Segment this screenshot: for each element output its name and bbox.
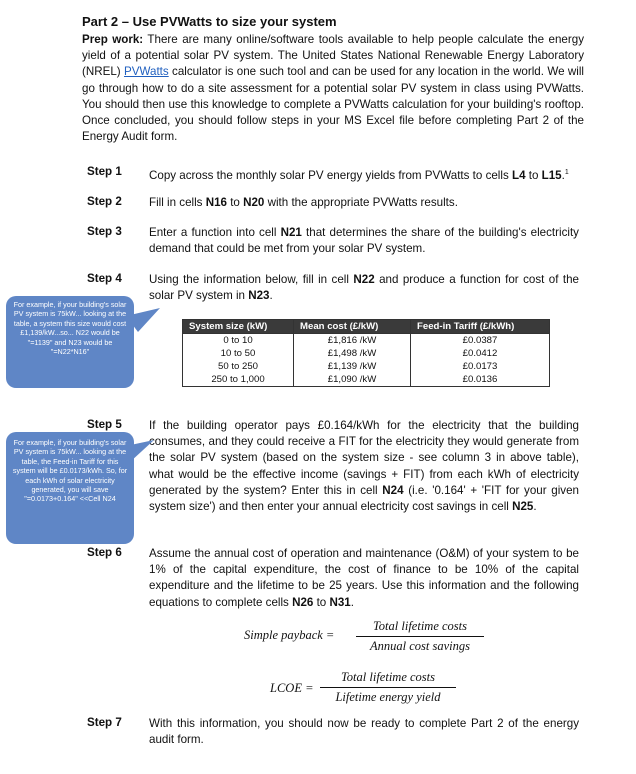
step-3-label: Step 3	[87, 225, 122, 238]
prep-paragraph	[82, 32, 584, 145]
table-row: 0 to 10 £1,816 /kW £0.0387	[183, 334, 550, 348]
prep-text-1: There are many online/software tools available to help people calculate the energy yield of a potential solar PV system. The United States National Renewable Energy Laboratory (NREL)	[82, 33, 584, 79]
step-5-label: Step 5	[87, 418, 122, 431]
step-7-label: Step 7	[87, 716, 122, 729]
step-3-text: Enter a function into cell N21 that determines the share of the building's electricity demand that could be met from your solar PV system.	[149, 226, 579, 256]
lcoe-fraction	[320, 670, 456, 705]
table-header: Feed-in Tariff (£/kWh)	[411, 320, 550, 334]
step-1-label: Step 1	[87, 165, 122, 178]
table-row: 50 to 250 £1,139 /kW £0.0173	[183, 360, 550, 373]
lcoe-denominator: Lifetime energy yield	[335, 690, 441, 704]
step-5-text: If the building operator pays £0.164/kWh for the electricity that the building consumes, and they could receive a FIT for the electricity they would generate from the solar PV system (based on the system size - see column 3 in above table), what would be the effective income (savings + FIT) from each kWh of electricity generated by the system? Enter this in cell N24 (i.e. '0.164' + 'FIT for your given system size') and then enter your annual electricity cost savings in cell N25.	[149, 419, 580, 514]
payback-numerator: Total lifetime costs	[356, 619, 484, 637]
step-4-label: Step 4	[87, 272, 122, 285]
lcoe-lhs: LCOE =	[270, 681, 314, 695]
table-header: System size (kW)	[183, 320, 294, 334]
cost-tariff-table	[182, 319, 550, 387]
table-row: 10 to 50 £1,498 /kW £0.0412	[183, 347, 550, 360]
step-7-text: With this information, you should now be ready to complete Part 2 of the energy audit form.	[149, 717, 579, 747]
table-row: 250 to 1,000 £1,090 /kW £0.0136	[183, 373, 550, 387]
payback-fraction	[356, 619, 484, 654]
step-5-tip-bubble: For example, if your building's solar PV system is 75kW... looking at the table, the Feed-in Tariff for this system will be £0.0173/kWh. So, for each kWh of solar electricity generated, you will save "=0.0173+0.164" <<Cell N24	[6, 432, 134, 544]
step-1-text: Copy across the monthly solar PV energy yields from PVWatts to cells L4 to L15.$^1$	[149, 168, 569, 182]
prep-text-2: calculator is one such tool and can be used for any location in the world. We will go through how to do a site assessment for a potential solar PV system in class using PVWatts. You should then use this knowledge to complete a PVWatts calculation for your building's rooftop. Once concluded, you should follow steps in your MS Excel file before completing Part 2 of the Energy Audit form.	[82, 65, 584, 144]
pvwatts-link[interactable]: PVWatts	[124, 65, 169, 79]
step-4-tip-bubble: For example, if your building's solar PV system is 75kW... looking at the table, a system this size would cost £1,139/kW...so... N22 would be "=1139" and N23 would be "=N22*N16"	[6, 296, 134, 388]
step-2-label: Step 2	[87, 195, 122, 208]
step-6-label: Step 6	[87, 546, 122, 559]
section-title: Part 2 – Use PVWatts to size your system	[82, 14, 337, 29]
lcoe-numerator: Total lifetime costs	[320, 670, 456, 688]
payback-denominator: Annual cost savings	[370, 639, 470, 653]
step-2-text: Fill in cells N16 to N20 with the appropriate PVWatts results.	[149, 196, 458, 209]
table-header: Mean cost (£/kW)	[294, 320, 411, 334]
prep-label: Prep work:	[82, 33, 144, 46]
step-4-text: Using the information below, fill in cell N22 and produce a function for cost of the solar PV system in N23.	[149, 273, 579, 303]
payback-lhs: Simple payback =	[244, 628, 335, 642]
footnote-ref: 1	[564, 169, 569, 176]
step-6-text: Assume the annual cost of operation and maintenance (O&M) of your system to be 1% of the capital expenditure, the cost of finance to be 10% of the capital expenditure and the lifetime to be 25 years. Use this information and the following equations to complete cells N26 to N31.	[149, 547, 579, 609]
